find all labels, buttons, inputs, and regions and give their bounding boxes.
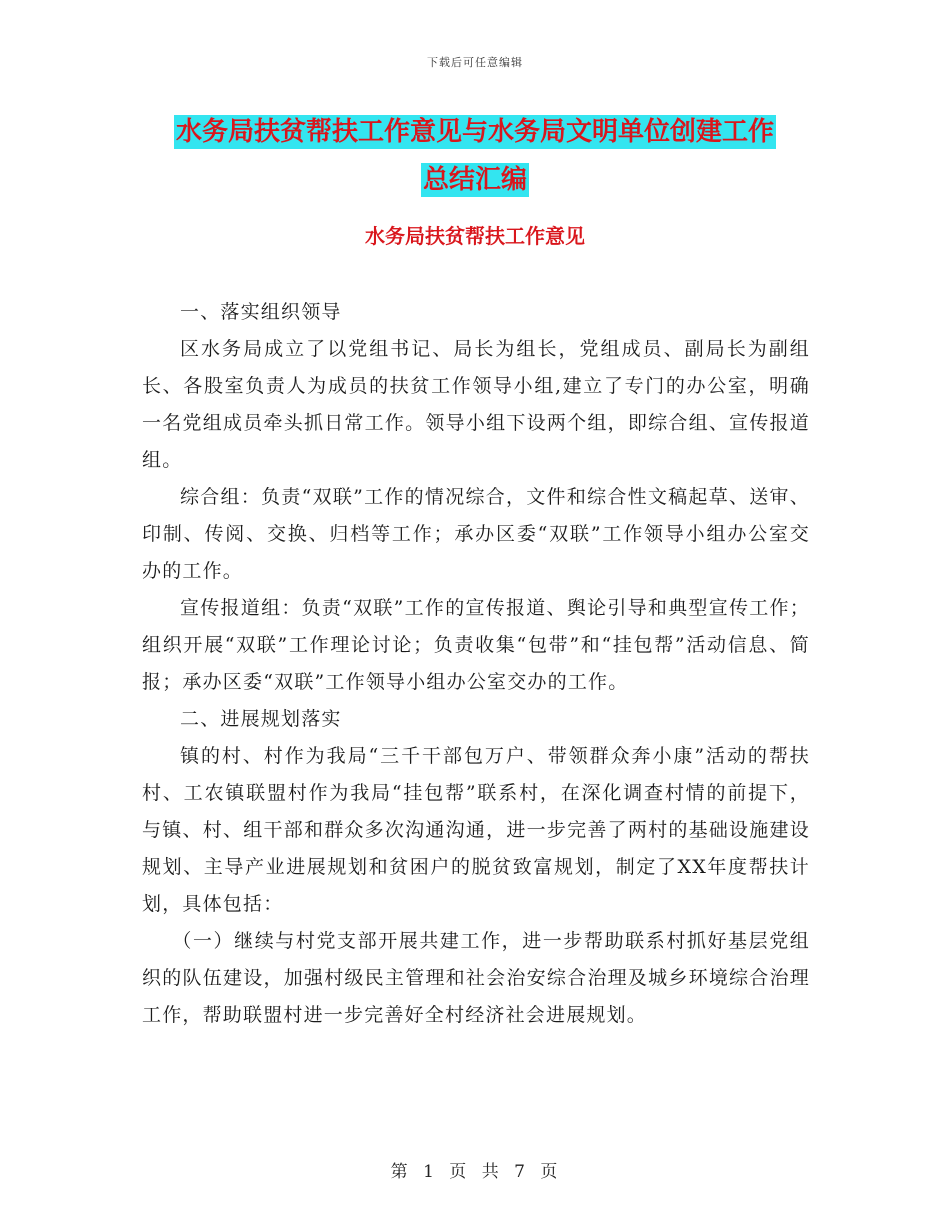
paragraph: 宣传报道组：负责“双联”工作的宣传报道、舆论引导和典型宣传工作；组织开展“双联”工作理论讨论；负责收集“包带”和“挂包帮”活动信息、简报；承办区委“双联”工作领导小组办公室交办的工作。 <box>142 597 810 693</box>
section-title: 水务局扶贫帮扶工作意见 <box>365 224 585 248</box>
document-title-line2: 总结汇编 <box>422 165 527 195</box>
page-footer: 第 1 页 共 7 页 <box>390 1162 560 1182</box>
section-heading: 一、落实组织领导 <box>180 301 342 323</box>
paragraph: 综合组：负责“双联”工作的情况综合，文件和综合性文稿起草、送审、印制、传阅、交换、归档等工作；承办区委“双联”工作领导小组办公室交办的工作。 <box>142 486 810 582</box>
paragraph: 镇的村、村作为我局“三千干部包万户、带领群众奔小康”活动的帮扶村、工农镇联盟村作为我局“挂包帮”联系村，在深化调查村情的前提下，与镇、村、组干部和群众多次沟通沟通，进一步完善了两村的基础设施建设规划、主导产业进展规划和贫困户的脱贫致富规划，制定了XX年度帮扶计划，具体包括： <box>142 745 810 915</box>
section-heading: 二、进展规划落实 <box>180 708 342 730</box>
body-text <box>142 294 810 1034</box>
document-title <box>140 108 810 204</box>
header-note: 下载后可任意编辑 <box>427 56 523 69</box>
paragraph: 区水务局成立了以党组书记、局长为组长，党组成员、副局长为副组长、各股室负责人为成员的扶贫工作领导小组,建立了专门的办公室，明确一名党组成员牵头抓日常工作。领导小组下设两个组，即综合组、宣传报道组。 <box>142 338 810 471</box>
paragraph: （一）继续与村党支部开展共建工作，进一步帮助联系村抓好基层党组织的队伍建设，加强村级民主管理和社会治安综合治理及城乡环境综合治理工作，帮助联盟村进一步完善好全村经济社会进展规划。 <box>142 930 810 1026</box>
document-title-line1: 水务局扶贫帮扶工作意见与水务局文明单位创建工作 <box>175 117 774 147</box>
